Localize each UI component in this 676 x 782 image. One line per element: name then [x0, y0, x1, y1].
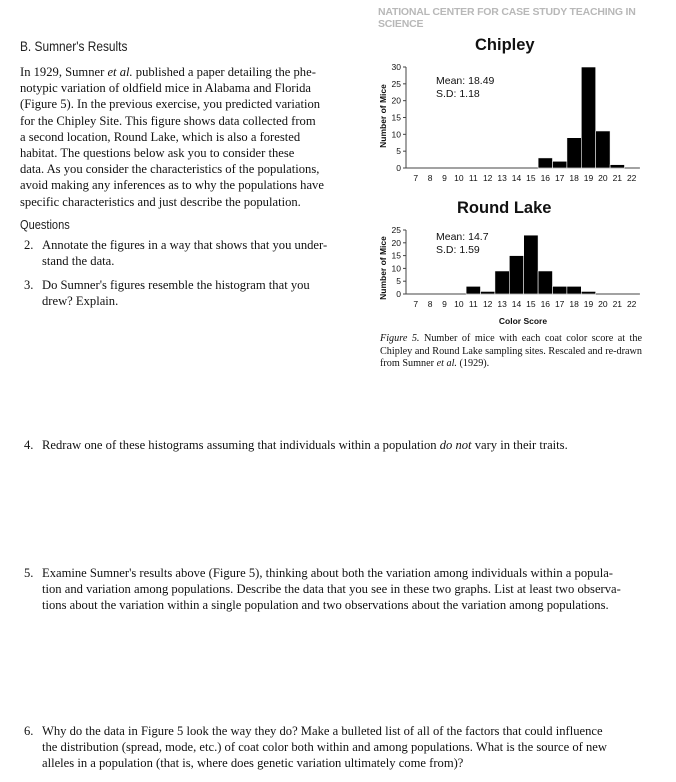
chipley-x-tick-label: 13 — [497, 173, 507, 183]
chipley-bar-18 — [567, 138, 581, 168]
roundlake-bar-19 — [581, 291, 595, 294]
roundlake-stat-annotation: Mean: 14.7 — [436, 231, 489, 243]
question-number: 2. — [24, 238, 34, 252]
chipley-x-tick-label: 7 — [413, 173, 419, 183]
roundlake-y-tick-label: 0 — [396, 289, 401, 299]
chipley-bar-21 — [610, 165, 624, 168]
chipley-y-axis-label: Number of Mice — [378, 84, 388, 148]
chipley-y-tick-label: 15 — [391, 112, 401, 123]
chipley-y-tick-label: 10 — [391, 129, 401, 140]
intro-line: notypic variation of oldfield mice in Alabama and Florida — [20, 81, 311, 96]
intro-line: for the Chipley Site. This figure shows data collected from — [20, 113, 316, 128]
intro-line: specific characteristics and just describe the population. — [20, 194, 301, 209]
chipley-x-tick-label: 14 — [511, 173, 522, 183]
question-number: 5. — [24, 566, 34, 580]
question-number: 6. — [24, 724, 34, 738]
journal-header: NATIONAL CENTER FOR CASE STUDY TEACHING IN SCIENCE — [378, 6, 636, 30]
chipley-stat-annotation: S.D: 1.18 — [436, 88, 480, 100]
roundlake-y-tick-label: 15 — [391, 250, 401, 261]
chipley-x-tick-label: 15 — [526, 173, 536, 183]
intro-line: a second location, Round Lake, which is also a forested — [20, 129, 301, 144]
questions-heading: Questions — [20, 217, 70, 232]
roundlake-x-axis-label: Color Score — [498, 316, 548, 326]
chipley-x-tick-label: 18 — [569, 173, 579, 183]
chipley-x-tick-label: 11 — [468, 173, 478, 183]
roundlake-x-tick-label: 22 — [626, 299, 637, 309]
intro-line: In 1929, Sumner et al. published a paper detailing the phe- — [20, 65, 316, 79]
question-text: Annotate the figures in a way that shows that you under- stand the data. — [42, 238, 328, 269]
roundlake-y-axis-label: Number of Mice — [378, 236, 388, 300]
roundlake-bar-15 — [524, 235, 538, 294]
question-text: Examine Sumner's results above (Figure 5), thinking about both the variation among individuals within a popula- tion and variation among populations. Describe the data that you see in these two graphs. List at least two observa- tions about the variation within a single population and two observations about the variation among populations. — [42, 566, 621, 613]
roundlake-x-tick-label: 20 — [598, 299, 608, 309]
roundlake-bar-12 — [481, 291, 495, 294]
chipley-x-tick-label: 10 — [454, 173, 464, 183]
chipley-y-tick-label: 0 — [396, 163, 401, 173]
roundlake-x-tick-label: 7 — [413, 299, 419, 309]
chipley-bar-20 — [596, 131, 610, 168]
roundlake-x-tick-label: 18 — [569, 299, 579, 309]
roundlake-y-tick-label: 20 — [391, 237, 401, 248]
roundlake-x-tick-label: 9 — [442, 299, 447, 309]
chipley-x-tick-label: 17 — [554, 173, 565, 183]
roundlake-x-tick-label: 8 — [427, 299, 433, 309]
roundlake-bar-13 — [495, 271, 509, 294]
chipley-y-tick-label: 30 — [391, 62, 401, 72]
roundlake-x-tick-label: 17 — [554, 299, 565, 309]
intro-line: habitat. The questions below ask you to consider these — [20, 146, 295, 161]
chipley-x-tick-label: 9 — [442, 173, 447, 183]
intro-line: avoid making any inferences as to why the populations have — [20, 178, 324, 193]
intro-line: (Figure 5). In the previous exercise, you predicted variation — [20, 97, 321, 112]
chipley-bar-16 — [538, 158, 552, 168]
roundlake-bar-16 — [538, 271, 552, 294]
roundlake-chart-title: Round Lake — [457, 199, 552, 217]
roundlake-y-tick-label: 10 — [391, 263, 401, 274]
question-text: Redraw one of these histograms assuming that individuals within a population do not vary in their traits. — [42, 438, 568, 452]
question-number: 4. — [24, 438, 34, 452]
chipley-x-tick-label: 22 — [626, 173, 637, 183]
section-title: B. Sumner's Results — [20, 38, 128, 54]
chipley-x-tick-label: 19 — [583, 173, 594, 183]
roundlake-bar-11 — [466, 286, 480, 294]
chipley-y-tick-label: 20 — [391, 95, 401, 106]
roundlake-bar-17 — [553, 286, 567, 294]
roundlake-x-tick-label: 10 — [454, 299, 464, 309]
intro-line: data. As you consider the characteristics of the populations, — [20, 162, 320, 177]
chipley-bar-19 — [581, 67, 595, 168]
roundlake-bar-18 — [567, 286, 581, 294]
question-text: Why do the data in Figure 5 look the way they do? Make a bulleted list of all of the factors that could influence the distribution (spread, mode, etc.) of coat color both within and among populations. What is the source of new alleles in a population (that is, where does genetic variation ultimately come from)? — [42, 724, 607, 771]
roundlake-x-tick-label: 15 — [526, 299, 536, 309]
chipley-bar-17 — [553, 161, 567, 168]
chipley-chart-title: Chipley — [475, 36, 535, 54]
roundlake-x-tick-label: 16 — [540, 299, 551, 309]
question-text: Do Sumner's figures resemble the histogram that you drew? Explain. — [42, 278, 310, 309]
roundlake-y-tick-label: 5 — [396, 276, 401, 287]
roundlake-x-tick-label: 11 — [468, 299, 478, 309]
roundlake-x-tick-label: 13 — [497, 299, 507, 309]
roundlake-bar-14 — [509, 256, 523, 294]
roundlake-stat-annotation: S.D: 1.59 — [436, 244, 480, 256]
chipley-stat-annotation: Mean: 18.49 — [436, 75, 495, 87]
chipley-x-tick-label: 8 — [427, 173, 433, 183]
figure-caption: Figure 5. Number of mice with each coat color score at the Chipley and Round Lake sampling sites. Rescaled and re-drawn from Sumner et al. (1929). — [380, 333, 642, 370]
roundlake-x-tick-label: 21 — [612, 299, 623, 309]
chipley-x-tick-label: 12 — [482, 173, 493, 183]
chipley-y-tick-label: 25 — [391, 78, 401, 89]
roundlake-y-tick-label: 25 — [391, 225, 401, 235]
chipley-x-tick-label: 21 — [612, 173, 623, 183]
chipley-x-tick-label: 20 — [598, 173, 608, 183]
chipley-x-tick-label: 16 — [540, 173, 551, 183]
question-number: 3. — [24, 278, 34, 292]
roundlake-x-tick-label: 19 — [583, 299, 594, 309]
chipley-y-tick-label: 5 — [396, 146, 401, 157]
roundlake-x-tick-label: 14 — [511, 299, 522, 309]
roundlake-x-tick-label: 12 — [482, 299, 493, 309]
